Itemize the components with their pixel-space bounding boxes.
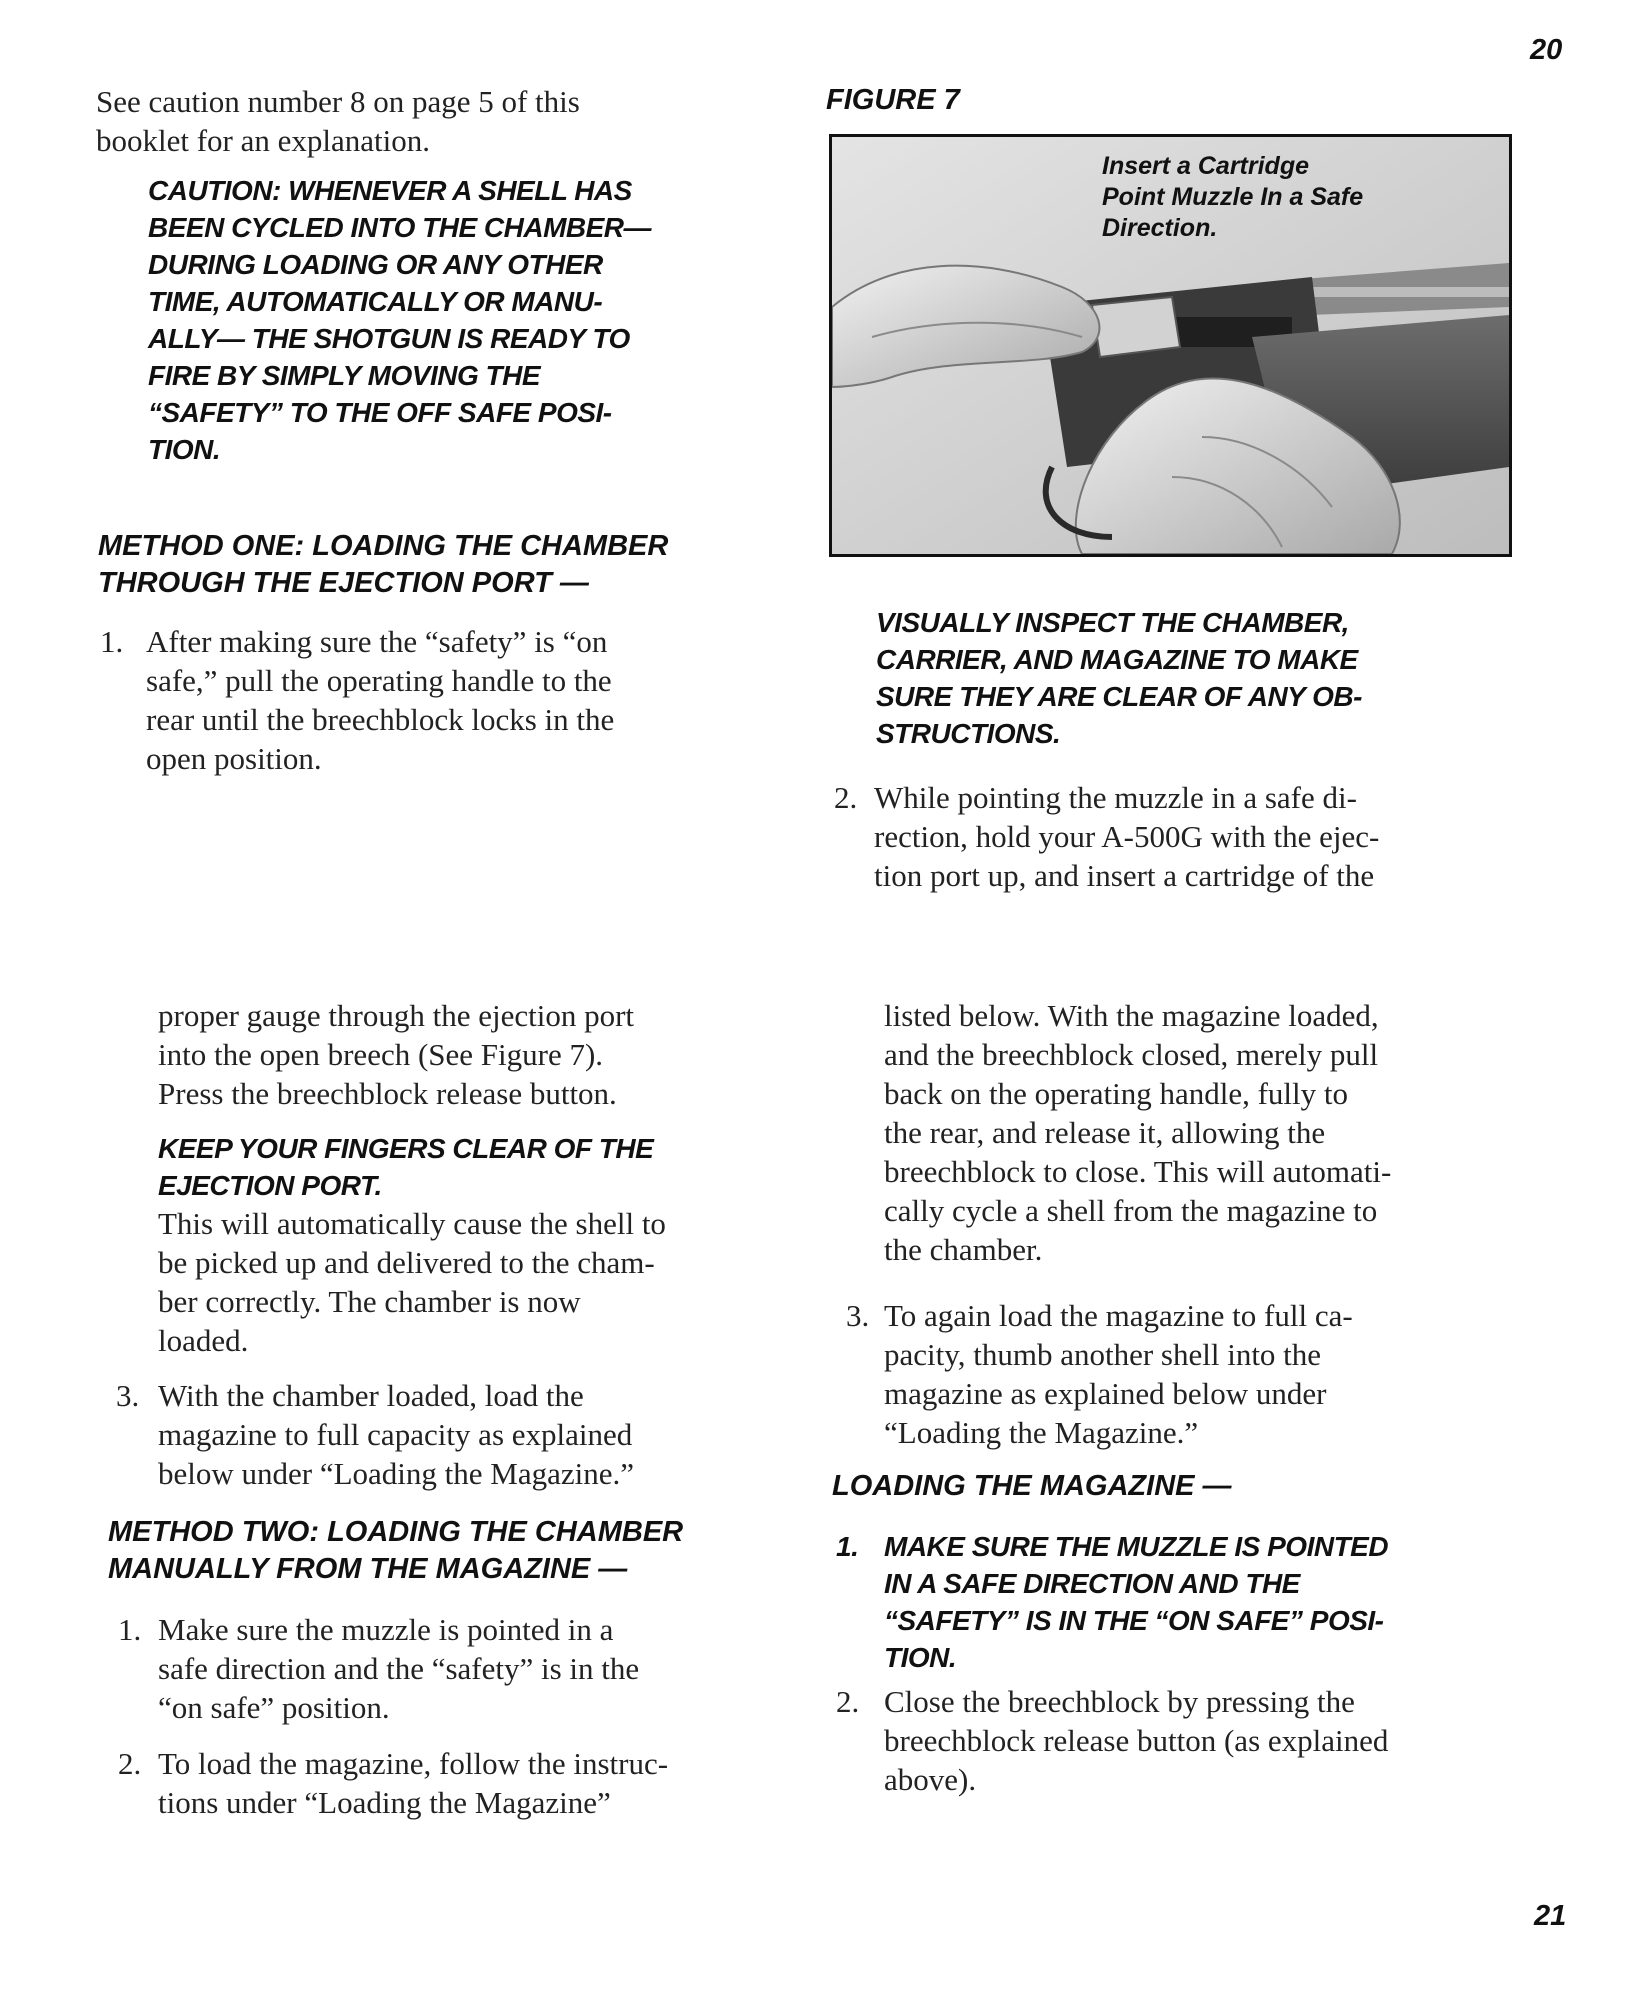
loading-magazine-heading: LOADING THE MAGAZINE —: [832, 1470, 1232, 1502]
method-one-heading: METHOD ONE: LOADING THE CHAMBER THROUGH THE EJECTION PORT —: [98, 530, 669, 599]
keep-fingers-warning: KEEP YOUR FINGERS CLEAR OF THE EJECTION PORT.: [158, 1133, 654, 1201]
inspect-warning: VISUALLY INSPECT THE CHAMBER, CARRIER, AND MAGAZINE TO MAKE SURE THEY ARE CLEAR OF ANY OB- STRUCTIONS.: [876, 607, 1362, 749]
step-2-continuation: proper gauge through the ejection port into the open breech (See Figure 7). Press the breechblock release button.: [158, 998, 635, 1111]
step-number: 1.: [100, 624, 124, 659]
figure-7-photo: [829, 134, 1512, 557]
step-number: 1.: [118, 1612, 142, 1647]
step-number: 2.: [836, 1684, 860, 1719]
auto-load-paragraph: This will automatically cause the shell to be picked up and delivered to the cham- ber correctly. The chamber is now loaded.: [158, 1206, 666, 1358]
step-number: 3.: [846, 1298, 870, 1333]
listed-below-paragraph: listed below. With the magazine loaded, and the breechblock closed, merely pull back on the operating handle, fully to the rear, and release it, allowing the breechblock to close. This will automati- cally cycle a shell from the magazine to the chamber.: [884, 998, 1392, 1267]
step-number: 2.: [834, 780, 858, 815]
step-number: 1.: [836, 1531, 859, 1562]
step-number: 2.: [118, 1746, 142, 1781]
figure-label: FIGURE 7: [826, 84, 960, 116]
step-number: 3.: [116, 1378, 140, 1413]
method-two-heading: METHOD TWO: LOADING THE CHAMBER MANUALLY FROM THE MAGAZINE —: [108, 1516, 684, 1585]
caution-block: CAUTION: WHENEVER A SHELL HAS BEEN CYCLED INTO THE CHAMBER— DURING LOADING OR ANY OTHER TIME, AUTOMATICALLY OR MANU- ALLY— THE SHOTGUN IS READY TO FIRE BY SIMPLY MOVING THE “SAFETY” TO THE OFF SAFE POSI- TION.: [148, 175, 652, 465]
page-number-bottom: 21: [1534, 1900, 1567, 1932]
intro-paragraph: See caution number 8 on page 5 of this booklet for an explanation.: [96, 84, 580, 158]
figure-caption: Insert a Cartridge Point Muzzle In a Safe Direction.: [1102, 152, 1364, 242]
page-number-top: 20: [1530, 34, 1563, 66]
